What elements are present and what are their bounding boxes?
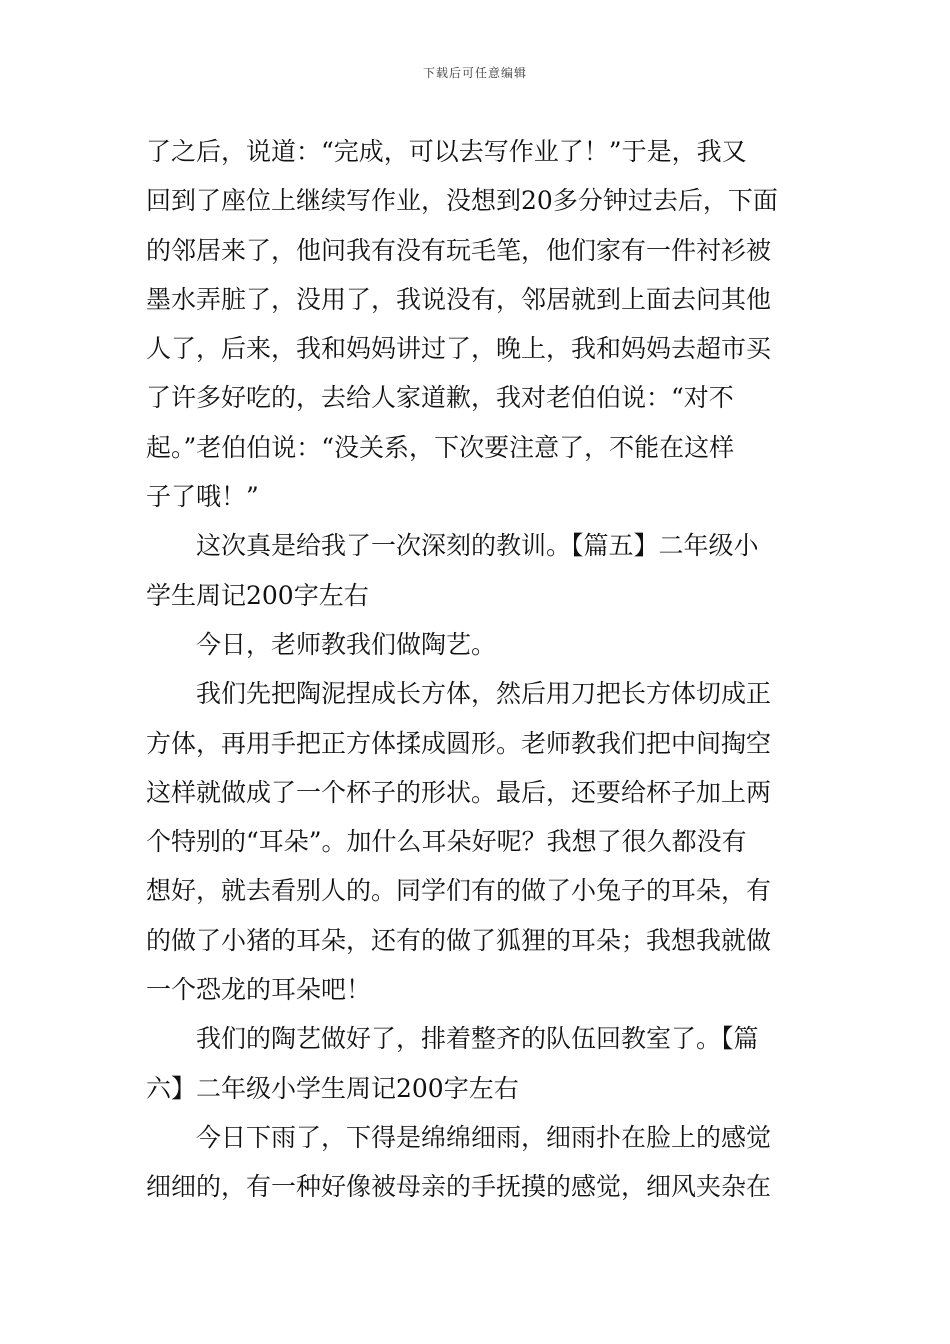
text-line: 了之后，说道：“完成，可以去写作业了！”于是，我又 <box>146 137 747 166</box>
document-body <box>146 127 806 1212</box>
paragraph-start-line: 这次真是给我了一次深刻的教训。【篇五】二年级小 <box>196 531 759 561</box>
text-line: 方体，再用手把正方体揉成圆形。老师教我们把中间掏空 <box>146 728 772 758</box>
text-line: 六】二年级小学生周记200字左右 <box>146 1073 519 1103</box>
text-line: 回到了座位上继续写作业，没想到20多分钟过去后，下面 <box>146 186 778 216</box>
page-header-note: 下载后可任意编辑 <box>422 66 527 80</box>
text-line: 一个恐龙的耳朵吧！ <box>146 975 372 1005</box>
text-line: 想好，就去看别人的。同学们有的做了小兔子的耳朵，有 <box>146 876 772 906</box>
text-line: 细细的，有一种好像被母亲的手抚摸的感觉，细风夹杂在 <box>146 1172 772 1202</box>
text-line: 这样就做成了一个杯子的形状。最后，还要给杯子加上两 <box>146 777 772 807</box>
text-line: 个特别的“耳朵”。加什么耳朵好呢？我想了很久都没有 <box>146 827 747 857</box>
paragraph-start-line: 今日下雨了，下得是绵绵细雨，细雨扑在脸上的感觉 <box>196 1122 772 1152</box>
text-line: 的邻居来了，他问我有没有玩毛笔，他们家有一件衬衫被 <box>146 235 772 265</box>
text-line: 学生周记200字左右 <box>146 580 369 610</box>
paragraph-start-line: 我们的陶艺做好了，排着整齐的队伍回教室了。【篇 <box>196 1024 759 1054</box>
paragraph-start-line: 今日，老师教我们做陶艺。 <box>196 629 497 659</box>
text-line: 人了，后来，我和妈妈讲过了，晚上，我和妈妈去超市买 <box>146 334 772 364</box>
text-line: 了许多好吃的，去给人家道歉，我对老伯伯说：“对不 <box>146 383 734 413</box>
paragraph-start-line: 我们先把陶泥捏成长方体，然后用刀把长方体切成正 <box>196 679 772 709</box>
text-line: 子了哦！” <box>146 482 259 512</box>
text-line: 墨水弄脏了，没用了，我说没有，邻居就到上面去问其他 <box>146 284 772 314</box>
text-line: 的做了小猪的耳朵，还有的做了狐狸的耳朵；我想我就做 <box>146 925 772 955</box>
text-line: 起。”老伯伯说：“没关系，下次要注意了，不能在这样 <box>146 432 735 462</box>
